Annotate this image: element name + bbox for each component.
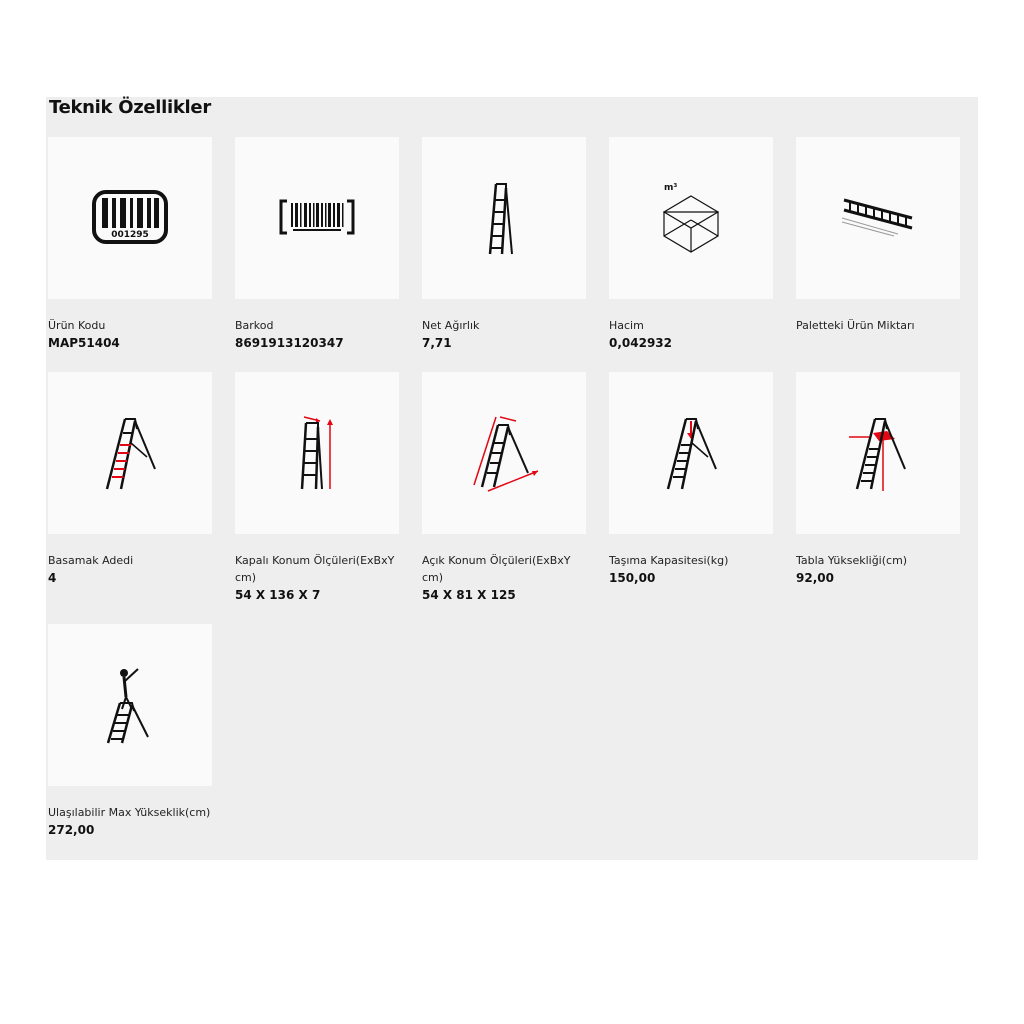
spec-label: Taşıma Kapasitesi(kg) <box>609 554 729 567</box>
max-reach-icon <box>100 665 160 745</box>
spec-tile <box>48 624 212 786</box>
ladder-steps-icon <box>95 413 165 493</box>
spec-label: Tabla Yüksekliği(cm) <box>796 554 908 567</box>
spec-value: 8691913120347 <box>235 336 344 350</box>
spec-value: 0,042932 <box>609 336 673 350</box>
spec-item-open-dimensions <box>422 372 586 604</box>
volume-cube-icon <box>656 178 726 258</box>
product-code-icon-text: 001295 <box>111 230 149 240</box>
spec-label: Ulaşılabilir Max Yükseklik(cm) <box>48 806 211 819</box>
spec-tile <box>48 137 212 299</box>
spec-tile <box>796 372 960 534</box>
spec-tile <box>235 137 399 299</box>
spec-item-barcode <box>235 137 399 352</box>
spec-label: Barkod <box>235 319 274 332</box>
spec-value: 4 <box>48 571 57 585</box>
spec-tile <box>796 137 960 299</box>
volume-unit-text: m³ <box>664 183 678 193</box>
spec-value: 54 X 81 X 125 <box>422 588 516 602</box>
spec-value: MAP51404 <box>48 336 120 350</box>
product-code-icon <box>90 188 170 248</box>
spec-tile <box>235 372 399 534</box>
pallet-ladder-icon <box>838 188 918 248</box>
spec-value: 54 X 136 X 7 <box>235 588 321 602</box>
spec-item-platform-height <box>796 372 960 587</box>
platform-height-icon <box>843 413 913 493</box>
spec-item-pallet-quantity <box>796 137 960 335</box>
spec-item-max-reach <box>48 624 212 839</box>
spec-label: Açık Konum Ölçüleri(ExBxY cm) <box>422 554 571 584</box>
open-dimensions-icon <box>464 413 544 493</box>
spec-tile <box>609 137 773 299</box>
spec-label: Net Ağırlık <box>422 319 480 332</box>
spec-tile <box>422 137 586 299</box>
spec-item-load-capacity <box>609 372 773 587</box>
spec-label: Basamak Adedi <box>48 554 134 567</box>
spec-value: 150,00 <box>609 571 656 585</box>
spec-item-net-weight <box>422 137 586 352</box>
ladder-weight-icon <box>484 178 524 258</box>
spec-item-closed-dimensions <box>235 372 399 604</box>
spec-tile <box>48 372 212 534</box>
spec-value: 7,71 <box>422 336 452 350</box>
spec-item-step-count <box>48 372 212 587</box>
spec-label: Paletteki Ürün Miktarı <box>796 319 915 332</box>
spec-tile <box>609 372 773 534</box>
barcode-icon <box>277 193 357 243</box>
spec-item-product-code <box>48 137 212 352</box>
section-title: Teknik Özellikler <box>49 97 211 118</box>
technical-specs-panel <box>46 97 978 860</box>
spec-value: 92,00 <box>796 571 834 585</box>
spec-label: Hacim <box>609 319 644 332</box>
spec-tile <box>422 372 586 534</box>
spec-label: Ürün Kodu <box>48 319 106 332</box>
spec-value: 272,00 <box>48 823 95 837</box>
load-capacity-icon <box>656 413 726 493</box>
closed-dimensions-icon <box>292 413 342 493</box>
spec-label: Kapalı Konum Ölçüleri(ExBxY cm) <box>235 554 395 584</box>
spec-item-volume <box>609 137 773 352</box>
